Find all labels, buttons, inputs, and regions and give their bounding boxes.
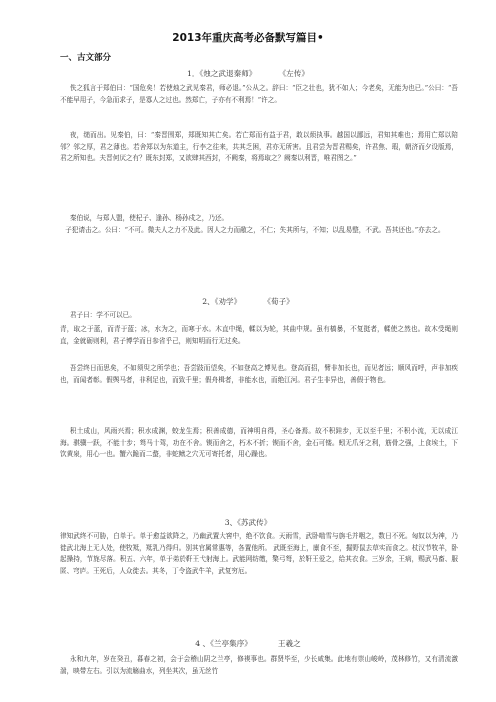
- article-title: 2、《劝学》: [202, 297, 242, 306]
- article-paragraph: 青，取之于蓝，而青于蓝；冰，水为之，而寒于水。木直中绳，輮以为轮，其曲中规。虽有槁暴，不复挺者，輮使之然也。故木受绳则直，金就砺则利，君子博学而日参省乎己，则知明而行无过矣。: [60, 325, 458, 345]
- article-heading: [0, 638, 496, 649]
- article-author: 《荀子》: [267, 297, 294, 306]
- article-title: 4 、《兰亭集序》: [195, 639, 252, 648]
- article-paragraph: 君子曰：学不可以已。: [69, 311, 136, 319]
- article-paragraph: 佚之狐言于郑伯曰：“国危矣！若使烛之武见秦君，师必退。”公从之。辞曰：“臣之壮也，犹不如人；今老矣，无能为也已。”公曰：“吾不能早用子，今急而求子，是寡人之过也。然郑亡，子亦有不利焉！”许之。: [60, 84, 458, 104]
- article-paragraph: 永和九年，岁在癸丑，暮春之初，会于会稽山阴之兰亭，修禊事也。群贤毕至，少长咸集。此地有崇山峻岭，茂林修竹，又有清流激湍，映带左右。引以为流觞曲水，列坐其次，虽无丝竹: [60, 655, 458, 675]
- article-author: 《左传》: [282, 69, 309, 78]
- article-heading: [0, 517, 496, 528]
- document-title: 2013年重庆高考必备默写篇目•: [172, 32, 324, 44]
- article-paragraph: 积土成山，风雨兴焉；积水成渊，蛟龙生焉；积善成德，而神明自得，圣心备焉。故不积跬步，无以至千里；不积小流，无以成江海。骐骥一跃，不能十步；驽马十驾，功在不舍。锲而舍之，朽木不折；锲而不舍，金石可镂。蚓无爪牙之利，筋骨之强，上食埃土，下饮黄泉，用心一也。蟹六跪而二螯，非蛇鳝之穴无可寄托者，用心躁也。: [60, 427, 458, 459]
- article-author: 王羲之: [277, 639, 301, 648]
- article-paragraph: 子犯请击之。公曰：“不可。微夫人之力不及此。因人之力而敝之，不仁；失其所与，不知；以乱易整，不武。吾其还也。”亦去之。: [65, 226, 445, 234]
- section-title: 一、古文部分: [60, 53, 112, 63]
- article-title: 3、《苏武传》: [224, 518, 272, 527]
- article-paragraph: 夜，缒而出。见秦伯，曰：“秦晋围郑，郑既知其亡矣。若亡郑而有益于君，敢以烦执事。越国以鄙远，君知其难也；焉用亡郑以陪邻？邻之厚，君之薄也。若舍郑以为东道主，行李之往来，共其乏困，君亦无所害。且君尝为晋君赐矣，许君焦、瑕，朝济而夕设版焉，君之所知也。夫晋何厌之有？既东封郑，又欲肆其西封，不阙秦，将焉取之？阙秦以利晋，唯君图之。”: [60, 131, 458, 163]
- article-paragraph: 秦伯说，与郑人盟，使杞子、逢孙、杨孙戍之，乃还。: [69, 214, 229, 222]
- article-paragraph: 吾尝终日而思矣，不如须臾之所学也；吾尝跂而望矣，不如登高之博见也。登高而招，臂非加长也，而见者远；顺风而呼，声非加疾也，而闻者彰。假舆马者，非利足也，而致千里；假舟楫者，非能水也，而绝江河。君子生非异也，善假于物也。: [60, 364, 458, 384]
- article-heading: [0, 68, 496, 79]
- article-title: 1．《烛之武退秦师》: [187, 69, 257, 78]
- article-paragraph: 律知武终不可胁，白单于。单于愈益欲降之，乃幽武置大窖中，绝不饮食。天雨雪，武卧啮雪与旃毛并咽之，数日不死。匈奴以为神，乃徙武北海上无人处，使牧羝，羝乳乃得归。别其官属常惠等，各置他所。 武既至海上，廪食不至，掘野鼠去草实而食之。杖汉节牧羊，卧起操持，节旄尽落。积五、六年，单于弟於靬王弋射海上。武能网纺缴，檠弓弩，於靬王爱之，给其衣食。三岁余，王病，赐武马畜、服匿、穹庐。王死后，人众徙去。其冬，丁令盗武牛羊，武复穷厄。: [60, 532, 458, 576]
- article-heading: [0, 296, 496, 307]
